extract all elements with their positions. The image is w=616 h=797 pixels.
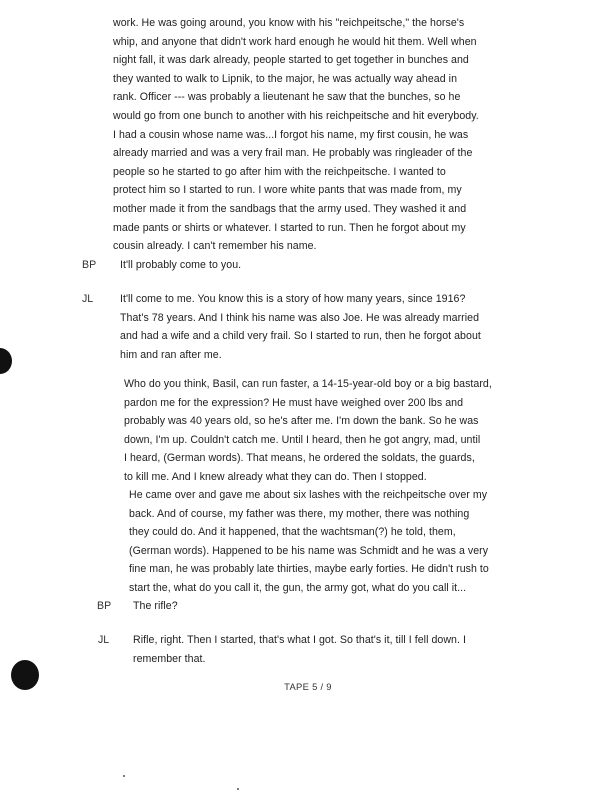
text-line: He came over and gave me about six lashes with the reichpeitsche over my — [129, 489, 488, 501]
paragraph-2 — [120, 256, 241, 275]
text-line: The rifle? — [133, 600, 178, 612]
speaker-label: BP — [97, 600, 112, 612]
text-line: to kill me. And I knew already what they can do. Then I stopped. — [124, 470, 427, 483]
text-line: probably was 40 years old, so he's after me. I'm down the bank. So he was — [124, 415, 479, 428]
text-line: fine man, he was probably late thirties, maybe early forties. He didn't rush to — [129, 563, 489, 576]
text-line: start the, what do you call it, the gun, the army got, what do you call it... — [129, 581, 467, 594]
text-line: protect him so I started to run. I wore white pants that was made from, my — [113, 184, 462, 197]
speaker-label: JL — [82, 293, 94, 305]
punch-hole-mark — [0, 348, 12, 374]
speaker-label: BP — [82, 259, 97, 271]
text-line: they could do. And it happened, that the wachtsman(?) he told, them, — [129, 526, 456, 539]
text-line: would go from one bunch to another with his reichpeitsche and hit everybody. — [113, 109, 479, 122]
text-line: remember that. — [133, 652, 206, 665]
text-line: I heard, (German words). That means, he ordered the soldats, the guards, — [124, 452, 475, 465]
text-line: (German words). Happened to be his name was Schmidt and he was a very — [129, 544, 489, 557]
text-line: back. And of course, my father was there, my mother, there was nothing — [129, 507, 470, 520]
paragraph-7 — [133, 631, 466, 668]
text-line: and had a wife and a child very frail. So I started to run, then he forgot about — [120, 330, 481, 343]
text-line: cousin already. I can't remember his name. — [113, 240, 317, 253]
speck-mark — [123, 775, 125, 777]
text-line: people so he started to go after him with the reichpeitsche. I wanted to — [113, 165, 446, 178]
text-line: they wanted to walk to Lipnik, to the major, he was actually way ahead in — [113, 72, 458, 85]
punch-hole-mark — [11, 660, 39, 690]
text-line: mother made it from the sandbags that the army used. They washed it and — [113, 202, 467, 215]
text-line: down, I'm up. Couldn't catch me. Until I heard, then he got angry, mad, until — [124, 433, 481, 446]
text-line: I had a cousin whose name was...I forgot his name, my first cousin, he was — [113, 128, 469, 141]
paragraph-6 — [133, 597, 178, 616]
text-line: It'll come to me. You know this is a story of how many years, since 1916? — [120, 293, 466, 305]
page-footer: TAPE 5 / 9 — [284, 681, 332, 692]
text-line: rank. Officer --- was probably a lieutenant he saw that the bunches, so he — [113, 91, 461, 104]
text-line: pardon me for the expression? He must have weighed over 200 lbs and — [124, 396, 464, 409]
text-line: night fall, it was dark already, people started to get together in bunches and — [113, 54, 469, 67]
text-line: Rifle, right. Then I started, that's what I got. So that's it, till I fell down. I — [133, 634, 466, 646]
paragraph-1 — [113, 14, 479, 256]
text-line: already married and was a very frail man. He probably was ringleader of the — [113, 147, 473, 160]
paragraph-4 — [124, 375, 492, 487]
text-line: That's 78 years. And I think his name was also Joe. He was already married — [120, 311, 480, 324]
text-line: It'll probably come to you. — [120, 259, 242, 271]
speck-mark — [237, 788, 239, 790]
text-line: Who do you think, Basil, can run faster, a 14-15-year-old boy or a big bastard, — [124, 378, 492, 390]
paragraph-5 — [129, 486, 489, 598]
speaker-label: JL — [98, 634, 110, 646]
text-line: him and ran after me. — [120, 348, 222, 361]
paragraph-3 — [120, 290, 481, 364]
text-line: made pants or shirts or whatever. I started to run. Then he forgot about my — [113, 221, 466, 234]
text-line: work. He was going around, you know with his "reichpeitsche," the horse's — [113, 17, 465, 29]
text-line: whip, and anyone that didn't work hard enough he would hit them. Well when — [113, 35, 477, 48]
